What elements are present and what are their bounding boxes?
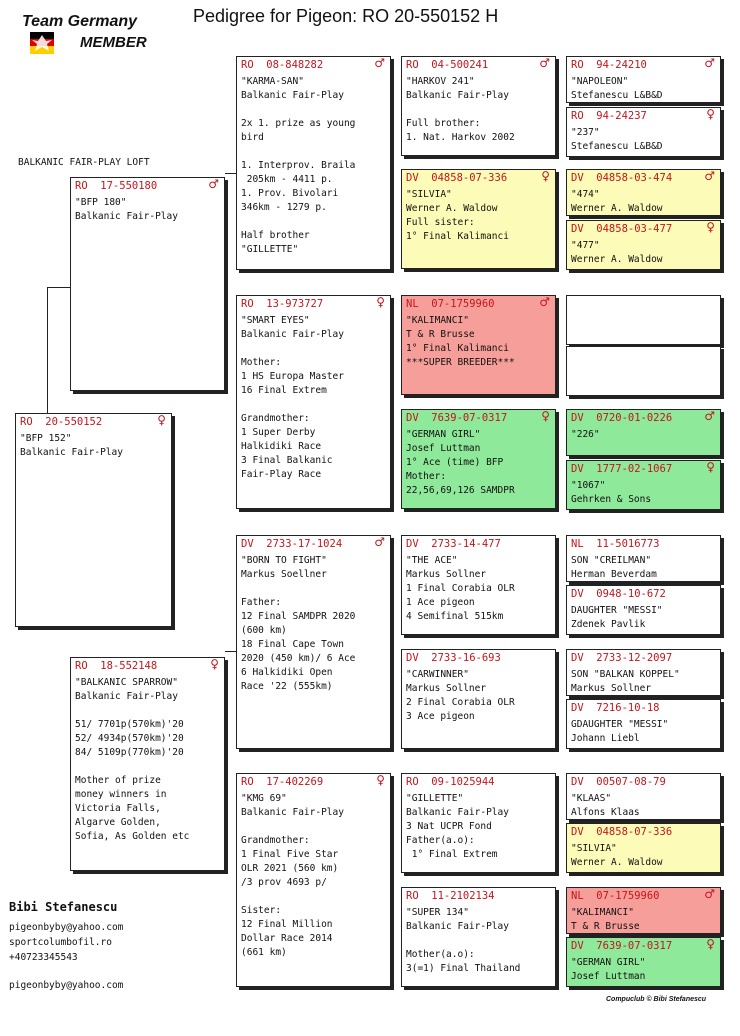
male-symbol-icon: ♂ xyxy=(374,535,385,549)
pigeon-info-line xyxy=(406,934,551,948)
pigeon-info-line xyxy=(241,582,386,596)
pigeon-g4-card[interactable] xyxy=(566,220,721,270)
pigeon-info-line: bird xyxy=(241,132,264,143)
pigeon-info-line: Werner A. Waldow xyxy=(406,203,498,214)
pigeon-info-line: 1° Final Extrem xyxy=(406,849,498,860)
pigeon-info-line: Josef Luttman xyxy=(571,971,646,982)
footer-credit: Compuclub © Bibi Stefanescu xyxy=(606,996,707,1003)
page-title: Pedigree for Pigeon: RO 20-550152 H xyxy=(193,6,499,26)
ring-number: RO 09-1025944 xyxy=(406,776,495,788)
pigeon-info-line: Markus Sollner xyxy=(406,683,487,694)
pigeon-info-line: 3(=1) Final Thailand xyxy=(406,963,521,974)
pigeon-name: "KALIMANCI" xyxy=(406,315,469,326)
pigeon-info-line: 205km - 4411 p. xyxy=(241,174,333,185)
pigeon-info-line: money winners in xyxy=(75,789,167,800)
pigeon-info-line: (661 km) xyxy=(241,947,287,958)
pigeon-info-line: Balkanic Fair-Play xyxy=(75,691,178,702)
pigeon-g12-card[interactable] xyxy=(566,699,721,749)
pigeon-g3-card[interactable] xyxy=(566,169,721,216)
connector-dam xyxy=(225,651,236,653)
pigeon-name: GDAUGHTER "MESSI" xyxy=(571,719,669,730)
ring-number: DV 2733-12-2097 xyxy=(571,652,673,664)
pigeon-info-line: Balkanic Fair-Play xyxy=(241,807,344,818)
pigeon-name: "BFP 152" xyxy=(20,433,72,444)
pigeon-name: "477" xyxy=(571,240,600,251)
pigeon-g6-card-empty[interactable] xyxy=(566,346,721,396)
pigeon-info-line xyxy=(406,103,551,117)
pigeon-info-line: Father(a.o): xyxy=(406,835,475,846)
ring-number: DV 04858-07-336 xyxy=(571,826,673,838)
pigeon-name: "GILLETTE" xyxy=(406,793,464,804)
ring-number: RO 13-973727 xyxy=(241,298,324,310)
pigeon-info-line: Balkanic Fair-Play xyxy=(406,921,509,932)
pigeon-info-line: Mother: xyxy=(241,357,282,368)
pigeon-sss-card[interactable] xyxy=(401,56,556,156)
pigeon-info-line: Josef Luttman xyxy=(406,443,481,454)
female-symbol-icon: ♀ xyxy=(706,460,715,474)
ring-number: DV 2733-17-1024 xyxy=(241,538,343,550)
pigeon-info-line: 6 Halkidiki Open xyxy=(241,667,333,678)
pigeon-info-line: Balkanic Fair-Play xyxy=(406,807,509,818)
pigeon-g9-card[interactable] xyxy=(566,535,721,582)
pigeon-dds-card[interactable] xyxy=(401,773,556,873)
male-symbol-icon: ♂ xyxy=(374,56,385,70)
pigeon-g16-card[interactable] xyxy=(566,937,721,987)
pigeon-name: "237" xyxy=(571,127,600,138)
ring-number: NL 11-5016773 xyxy=(571,538,660,550)
pigeon-info-line: 3 Final Balkanic xyxy=(241,455,333,466)
pigeon-info-line: Sister: xyxy=(241,905,282,916)
pigeon-info-line xyxy=(241,890,386,904)
male-symbol-icon: ♂ xyxy=(704,169,715,183)
pigeon-info-line: 4 Semifinal 515km xyxy=(406,611,504,622)
pigeon-g14-card[interactable] xyxy=(566,823,721,873)
pigeon-name: "KLAAS" xyxy=(571,793,612,804)
pigeon-info-line: 22,56,69,126 SAMDPR xyxy=(406,485,515,496)
male-symbol-icon: ♂ xyxy=(704,56,715,70)
pigeon-main-card[interactable] xyxy=(15,413,172,627)
ring-number: RO 04-500241 xyxy=(406,59,489,71)
pigeon-info-line: 346km - 1279 p. xyxy=(241,202,327,213)
contact-email[interactable]: pigeonbyby@yahoo.com xyxy=(9,922,124,933)
pigeon-name: "NAPOLEON" xyxy=(571,76,629,87)
female-symbol-icon: ♀ xyxy=(541,409,550,423)
member-label: MEMBER xyxy=(80,34,147,51)
ring-number: RO 20-550152 xyxy=(20,416,103,428)
pigeon-name: SON "CREILMAN" xyxy=(571,555,652,566)
male-symbol-icon: ♂ xyxy=(208,177,219,191)
pigeon-ddd-card[interactable] xyxy=(401,887,556,987)
pigeon-info-line: Fair-Play Race xyxy=(241,469,322,480)
female-symbol-icon: ♀ xyxy=(706,107,715,121)
pigeon-info-line xyxy=(75,704,220,718)
pigeon-name: "BORN TO FIGHT" xyxy=(241,555,327,566)
pigeon-dsd-card[interactable] xyxy=(401,649,556,749)
ring-number: DV 7639-07-0317 xyxy=(406,412,508,424)
pigeon-info-line: Balkanic Fair-Play xyxy=(241,90,344,101)
pigeon-info-line: Johann Liebl xyxy=(571,733,640,744)
pigeon-name: "GERMAN GIRL" xyxy=(571,957,646,968)
pigeon-info-line xyxy=(241,342,386,356)
ring-number: DV 0948-10-672 xyxy=(571,588,666,600)
pigeon-info-line xyxy=(241,820,386,834)
ring-number: DV 2733-14-477 xyxy=(406,538,501,550)
pigeon-name: "SILVIA" xyxy=(571,843,617,854)
pigeon-g8-card[interactable] xyxy=(566,460,721,510)
pigeon-info-line: ***SUPER BREEDER*** xyxy=(406,357,515,368)
ring-number: DV 2733-16-693 xyxy=(406,652,501,664)
pigeon-info-line: Full sister: xyxy=(406,217,475,228)
pigeon-info-line: 1. Nat. Harkov 2002 xyxy=(406,132,515,143)
pigeon-info-line: Markus Sollner xyxy=(571,683,652,694)
pigeon-info-line: Half brother xyxy=(241,230,310,241)
pigeon-info-line: Balkanic Fair-Play xyxy=(406,90,509,101)
pigeon-dd-card[interactable] xyxy=(236,773,391,987)
pigeon-g1-card[interactable] xyxy=(566,56,721,103)
pigeon-name: "THE ACE" xyxy=(406,555,458,566)
pigeon-info-line: Alfons Klaas xyxy=(571,807,640,818)
pigeon-name: "SILVIA" xyxy=(406,189,452,200)
contact-name: Bibi Stefanescu xyxy=(9,900,118,914)
pigeon-info-line: 18 Final Cape Town xyxy=(241,639,344,650)
pigeon-info-line xyxy=(241,103,386,117)
pigeon-name: "CARWINNER" xyxy=(406,669,469,680)
male-symbol-icon: ♂ xyxy=(704,409,715,423)
pigeon-info-line: Markus Soellner xyxy=(241,569,327,580)
pigeon-info-line: Halkidiki Race xyxy=(241,441,322,452)
ring-number: DV 04858-03-477 xyxy=(571,223,673,235)
pigeon-info-line: Markus Sollner xyxy=(406,569,487,580)
pigeon-name: "474" xyxy=(571,189,600,200)
flag-logo xyxy=(30,32,54,54)
pigeon-info-line: Algarve Golden, xyxy=(75,817,161,828)
female-symbol-icon: ♀ xyxy=(706,220,715,234)
pigeon-info-line: T & R Brusse xyxy=(406,329,475,340)
pigeon-ssd-card[interactable] xyxy=(401,169,556,269)
pigeon-info-line: Grandmother: xyxy=(241,835,310,846)
pigeon-name: "KALIMANCI" xyxy=(571,907,634,918)
ring-number: NL 07-1759960 xyxy=(406,298,495,310)
pigeon-info-line: 1 Final Corabia OLR xyxy=(406,583,515,594)
pigeon-name: "SMART EYES" xyxy=(241,315,310,326)
pigeon-info-line xyxy=(241,145,386,159)
pigeon-info-line: (600 km) xyxy=(241,625,287,636)
pigeon-dss-card[interactable] xyxy=(401,535,556,635)
pigeon-info-line: Stefanescu L&B&D xyxy=(571,90,663,101)
pigeon-name: "KARMA-SAN" xyxy=(241,76,304,87)
female-symbol-icon: ♀ xyxy=(157,413,166,427)
pigeon-name: "GERMAN GIRL" xyxy=(406,429,481,440)
pigeon-name: "HARKOV 241" xyxy=(406,76,475,87)
ring-number: RO 94-24210 xyxy=(571,59,647,71)
pigeon-name: "1067" xyxy=(571,480,606,491)
pigeon-info-line: "GILLETTE" xyxy=(241,244,299,255)
contact-website[interactable]: sportcolumbofil.ro xyxy=(9,937,112,948)
female-symbol-icon: ♀ xyxy=(376,295,385,309)
pigeon-info-line xyxy=(241,398,386,412)
male-symbol-icon: ♂ xyxy=(539,56,550,70)
pigeon-info-line: OLR 2021 (560 km) xyxy=(241,863,339,874)
ring-number: DV 04858-07-336 xyxy=(406,172,508,184)
ring-number: NL 07-1759960 xyxy=(571,890,660,902)
ring-number: RO 94-24237 xyxy=(571,110,647,122)
ring-number: DV 1777-02-1067 xyxy=(571,463,673,475)
pigeon-g13-card[interactable] xyxy=(566,773,721,820)
ring-number: DV 7216-10-18 xyxy=(571,702,660,714)
ring-number: RO 18-552148 xyxy=(75,660,158,672)
pigeon-info-line: 1 Super Derby xyxy=(241,427,316,438)
ring-number: RO 11-2102134 xyxy=(406,890,495,902)
pigeon-info-line: 1 Ace pigeon xyxy=(406,597,475,608)
pigeon-info-line: Gehrken & Sons xyxy=(571,494,652,505)
loft-name: BALKANIC FAIR-PLAY LOFT xyxy=(18,157,150,168)
pigeon-info-line: Balkanic Fair-Play xyxy=(20,447,123,458)
ring-number: DV 04858-03-474 xyxy=(571,172,673,184)
pigeon-name: "KMG 69" xyxy=(241,793,287,804)
female-symbol-icon: ♀ xyxy=(541,169,550,183)
pigeon-name: "BFP 180" xyxy=(75,197,127,208)
pigeon-g10-card[interactable] xyxy=(566,585,721,635)
ring-number: DV 0720-01-0226 xyxy=(571,412,673,424)
contact-email-secondary[interactable]: pigeonbyby@yahoo.com xyxy=(9,980,124,991)
pigeon-info-line: Werner A. Waldow xyxy=(571,203,663,214)
pigeon-name: "226" xyxy=(571,429,600,440)
pigeon-info-line: 1° Final Kalimanci xyxy=(406,231,509,242)
pigeon-info-line: 3 Ace pigeon xyxy=(406,711,475,722)
pigeon-info-line: Sofia, As Golden etc xyxy=(75,831,190,842)
pigeon-info-line: Victoria Falls, xyxy=(75,803,161,814)
ring-number: RO 08-848282 xyxy=(241,59,324,71)
female-symbol-icon: ♀ xyxy=(706,937,715,951)
ring-number: RO 17-550180 xyxy=(75,180,158,192)
pigeon-info-line: 2 Final Corabia OLR xyxy=(406,697,515,708)
ring-number: DV 7639-07-0317 xyxy=(571,940,673,952)
pigeon-name: "SUPER 134" xyxy=(406,907,469,918)
connector-sire xyxy=(225,173,236,175)
pigeon-info-line: 12 Final SAMDPR 2020 xyxy=(241,611,356,622)
pigeon-info-line: Stefanescu L&B&D xyxy=(571,141,663,152)
pigeon-info-line: 1 Final Five Star xyxy=(241,849,339,860)
pigeon-info-line: Mother of prize xyxy=(75,775,161,786)
pigeon-info-line xyxy=(75,760,220,774)
pigeon-info-line: Werner A. Waldow xyxy=(571,857,663,868)
female-symbol-icon: ♀ xyxy=(376,773,385,787)
pigeon-g5-card-empty[interactable] xyxy=(566,295,721,345)
pigeon-info-line: 1. Prov. Bivolari xyxy=(241,188,339,199)
pigeon-info-line: Full brother: xyxy=(406,118,481,129)
pigeon-info-line: Zdenek Pavlik xyxy=(571,619,646,630)
pigeon-info-line: Mother: xyxy=(406,471,447,482)
pigeon-info-line: 12 Final Million xyxy=(241,919,333,930)
pigeon-info-line: 2x 1. prize as young xyxy=(241,118,356,129)
pigeon-dam-card[interactable] xyxy=(70,657,225,871)
pigeon-info-line: Balkanic Fair-Play xyxy=(241,329,344,340)
pigeon-info-line: Race '22 (555km) xyxy=(241,681,333,692)
pigeon-g2-card[interactable] xyxy=(566,107,721,157)
pigeon-name: SON "BALKAN KOPPEL" xyxy=(571,669,680,680)
pigeon-sdd-card[interactable] xyxy=(401,409,556,509)
male-symbol-icon: ♂ xyxy=(704,887,715,901)
pigeon-name: DAUGHTER "MESSI" xyxy=(571,605,663,616)
pigeon-g11-card[interactable] xyxy=(566,649,721,696)
pigeon-info-line xyxy=(241,215,386,229)
pigeon-g15-card[interactable] xyxy=(566,887,721,934)
pigeon-info-line: 52/ 4934p(570km)'20 xyxy=(75,733,184,744)
pigeon-info-line: Father: xyxy=(241,597,282,608)
pigeon-ds-card[interactable] xyxy=(236,535,391,749)
pigeon-info-line: 1 HS Europa Master xyxy=(241,371,344,382)
pigeon-name: "BALKANIC SPARROW" xyxy=(75,677,178,688)
pigeon-info-line: Werner A. Waldow xyxy=(571,254,663,265)
pigeon-info-line: 1° Ace (time) BFP xyxy=(406,457,504,468)
ring-number: RO 17-402269 xyxy=(241,776,324,788)
pigeon-sire-card[interactable] xyxy=(70,177,225,391)
pigeon-info-line: 16 Final Extrem xyxy=(241,385,327,396)
pigeon-info-line: T & R Brusse xyxy=(571,921,640,932)
male-symbol-icon: ♂ xyxy=(539,295,550,309)
eagle-icon xyxy=(30,32,54,54)
pigeon-info-line: 2020 (450 km)/ 6 Ace xyxy=(241,653,356,664)
pigeon-ss-card[interactable] xyxy=(236,56,391,270)
female-symbol-icon: ♀ xyxy=(210,657,219,671)
pigeon-info-line: 51/ 7701p(570km)'20 xyxy=(75,719,184,730)
pigeon-info-line: Grandmother: xyxy=(241,413,310,424)
pigeon-info-line: Balkanic Fair-Play xyxy=(75,211,178,222)
pigeon-info-line: Herman Beverdam xyxy=(571,569,657,580)
pigeon-info-line: Dollar Race 2014 xyxy=(241,933,333,944)
pigeon-sds-card[interactable] xyxy=(401,295,556,395)
pigeon-info-line: Mother(a.o): xyxy=(406,949,475,960)
ring-number: DV 00507-08-79 xyxy=(571,776,666,788)
pigeon-info-line: 1° Final Kalimanci xyxy=(406,343,509,354)
pigeon-info-line: 3 Nat UCPR Fond xyxy=(406,821,492,832)
pigeon-info-line: 84/ 5109p(770km)'20 xyxy=(75,747,184,758)
contact-phone: +40723345543 xyxy=(9,952,78,963)
team-germany-title: Team Germany xyxy=(22,13,138,30)
pigeon-sd-card[interactable] xyxy=(236,295,391,509)
pigeon-info-line: /3 prov 4693 p/ xyxy=(241,877,327,888)
pigeon-info-line: 1. Interprov. Braila xyxy=(241,160,356,171)
pigeon-g7-card[interactable] xyxy=(566,409,721,456)
